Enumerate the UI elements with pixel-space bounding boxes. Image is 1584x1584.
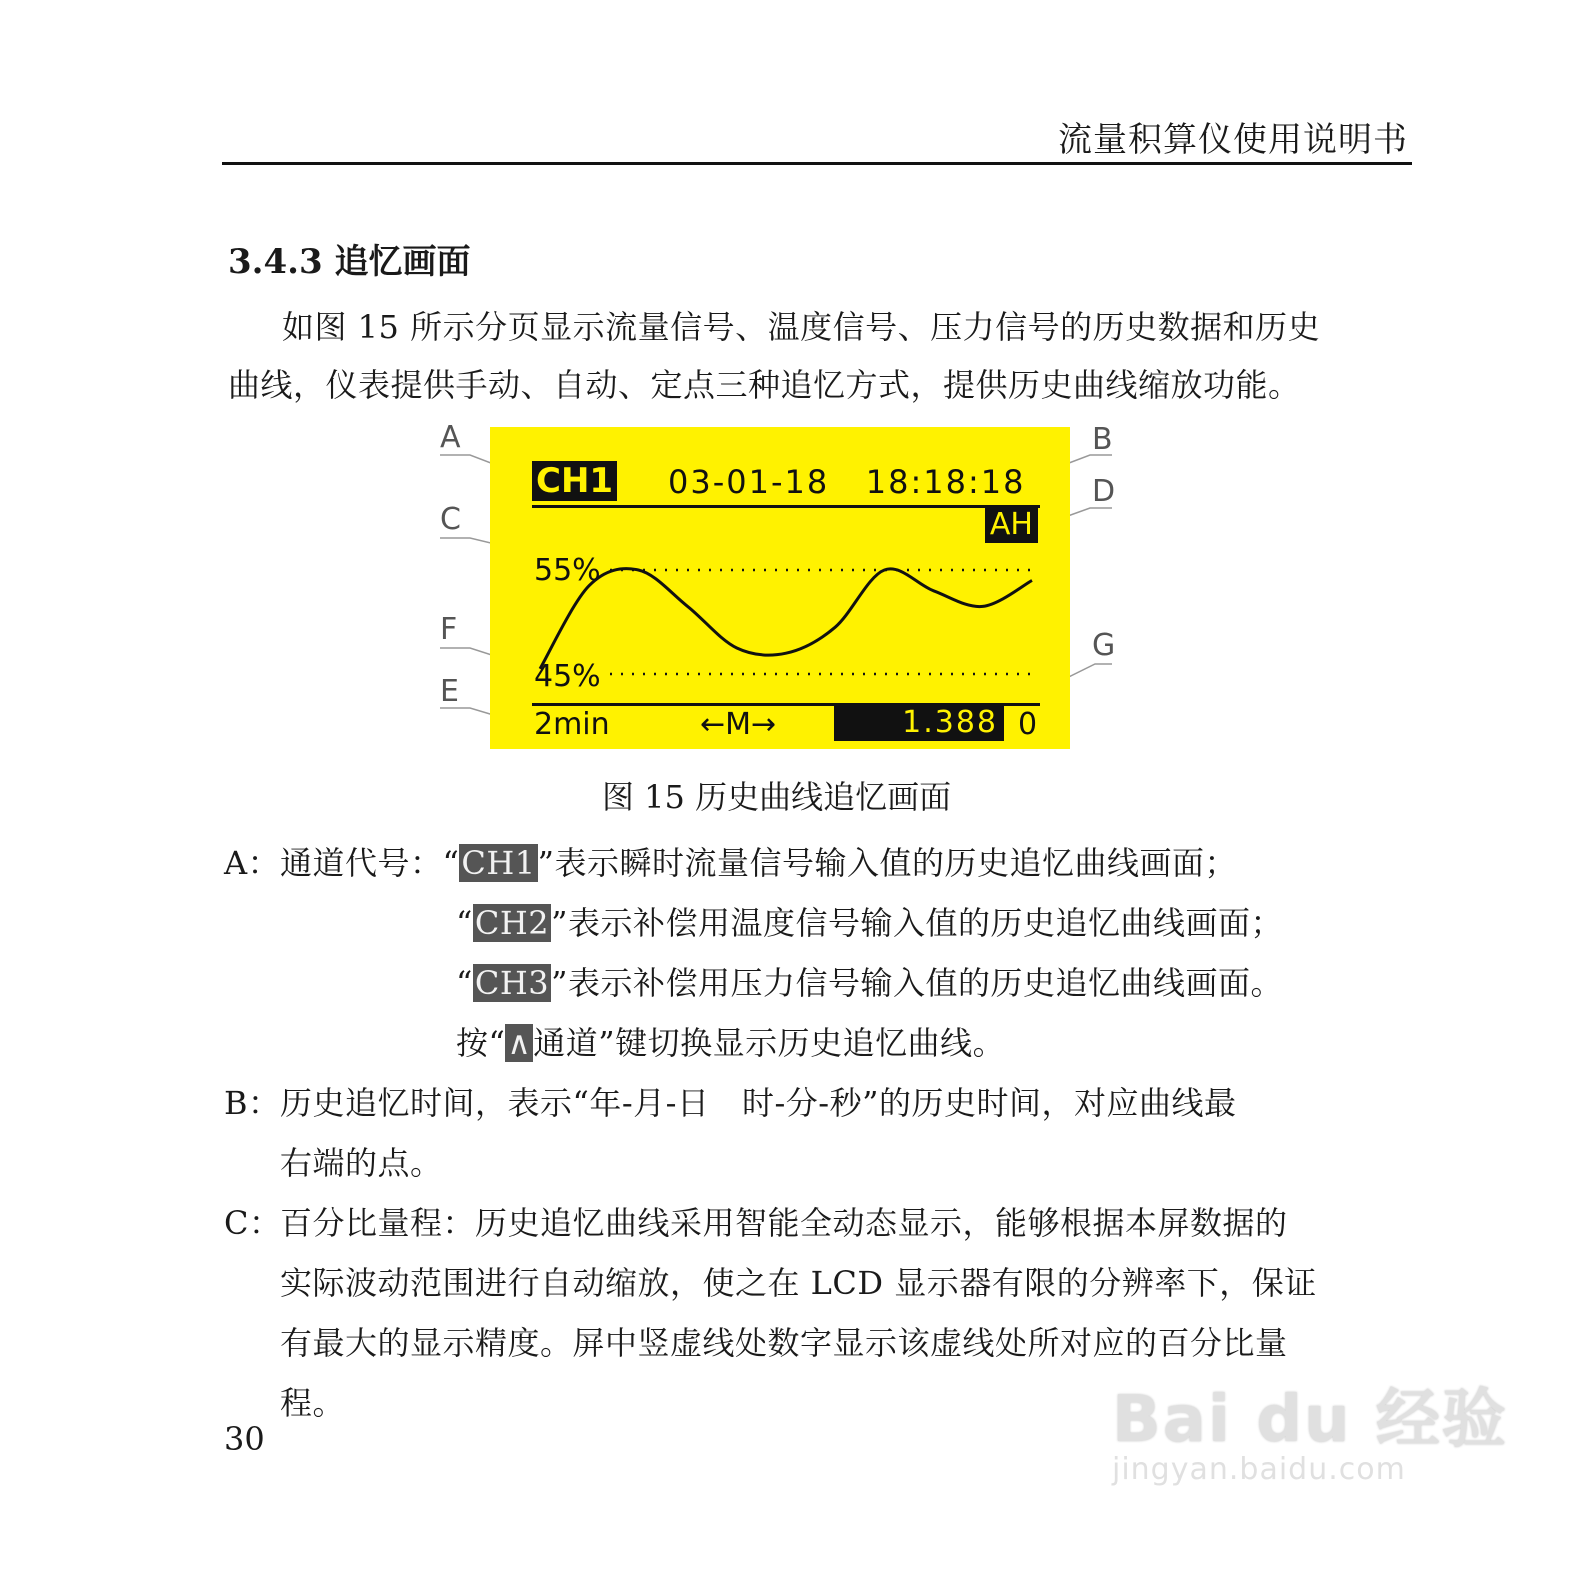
item-c-line-1: 百分比量程：历史追忆曲线采用智能全动态显示，能够根据本屏数据的: [280, 1204, 1288, 1242]
callout-d: D: [1092, 474, 1116, 509]
section-title: 3.4.3 追忆画面: [228, 242, 471, 282]
mode-badge: AH: [985, 507, 1038, 543]
item-a-label: A：: [224, 844, 281, 882]
intro-line-2: 曲线，仪表提供手动、自动、定点三种追忆方式，提供历史曲线缩放功能。: [228, 366, 1301, 404]
intro-line-1: 如图 15 所示分页显示流量信号、温度信号、压力信号的历史数据和历史: [282, 308, 1321, 346]
upper-percent-label: 55%: [534, 553, 601, 588]
item-c-line-2: 实际波动范围进行自动缩放，使之在 LCD 显示器有限的分辨率下，保证: [280, 1264, 1317, 1302]
page-number: 30: [224, 1420, 265, 1458]
callout-e: E: [440, 674, 459, 709]
item-a-line-4: [456, 1018, 1005, 1064]
item-a-line-2-pre: “: [456, 904, 473, 942]
item-b-label: B：: [224, 1084, 281, 1122]
item-a-line-4-key: ∧: [507, 1024, 532, 1062]
recall-time: 18:18:18: [865, 463, 1026, 501]
watermark-url: jingyan.baidu.com: [1112, 1452, 1406, 1487]
lcd-screen-figure: [490, 427, 1070, 749]
item-b-line-2: 右端的点。: [280, 1144, 443, 1182]
recall-value-digit: 0: [1018, 707, 1038, 742]
callout-c: C: [440, 502, 461, 537]
recall-mode-indicator: ←M→: [700, 707, 777, 742]
callout-a: A: [440, 420, 461, 455]
lower-percent-label: 45%: [534, 659, 601, 694]
callout-f: F: [440, 612, 458, 647]
item-a-line-2: [456, 898, 1283, 944]
item-c-line-3: 有最大的显示精度。屏中竖虚线处数字显示该虚线处所对应的百分比量: [280, 1324, 1288, 1362]
item-a-line-3-key: CH3: [474, 964, 550, 1002]
item-a-line-3-pre: “: [456, 964, 473, 1002]
item-a-line-1-post: ”表示瞬时流量信号输入值的历史追忆曲线画面；: [537, 844, 1237, 882]
channel-badge: CH1: [532, 461, 617, 501]
item-a-line-1-key: CH1: [461, 844, 536, 882]
history-curve-chart: [490, 427, 1070, 749]
item-a-line-1: [280, 838, 1237, 884]
baidu-watermark: [1112, 1368, 1508, 1487]
item-c-line-4: 程。: [280, 1384, 346, 1422]
recall-value: 1.388: [902, 705, 998, 740]
item-a-line-1-pre: 通道代号：“: [280, 844, 460, 882]
callout-b: B: [1092, 422, 1113, 457]
item-a-line-3: [456, 958, 1283, 1004]
item-a-line-2-key: CH2: [474, 904, 550, 942]
item-a-line-4-post: 通道”键切换显示历史追忆曲线。: [533, 1024, 1006, 1062]
header-title: 流量积算仪使用说明书: [1058, 120, 1408, 160]
history-curve: [540, 569, 1032, 669]
item-a-line-3-post: ”表示补偿用压力信号输入值的历史追忆曲线画面。: [551, 964, 1283, 1002]
callout-g: G: [1092, 628, 1116, 663]
item-a-line-2-post: ”表示补偿用温度信号输入值的历史追忆曲线画面；: [551, 904, 1283, 942]
item-a-line-4-pre: 按“: [456, 1024, 506, 1062]
item-b-line-1: 历史追忆时间，表示“年-月-日 时-分-秒”的历史时间，对应曲线最: [280, 1084, 1237, 1122]
timebase-label: 2min: [534, 707, 610, 742]
item-c-label: C：: [224, 1204, 282, 1242]
watermark-logo: Bai du 经验: [1112, 1383, 1508, 1457]
recall-date: 03-01-18: [668, 463, 830, 501]
figure-caption: 图 15 历史曲线追忆画面: [602, 778, 952, 816]
